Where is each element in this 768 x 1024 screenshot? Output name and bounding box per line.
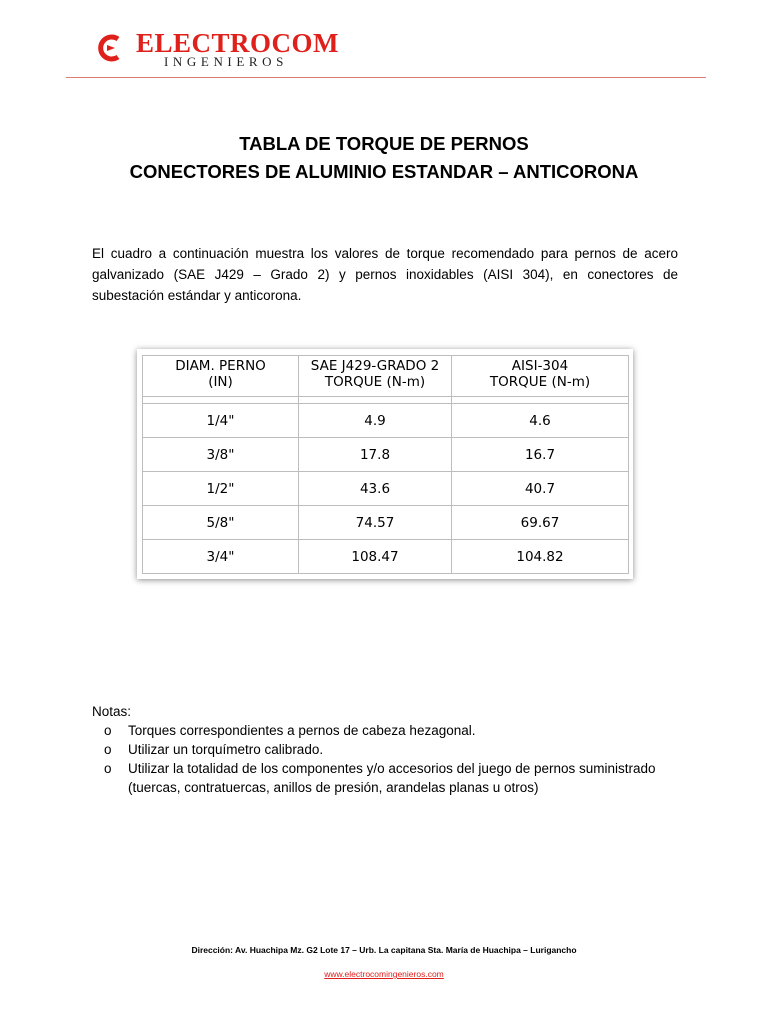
cell-diameter: 5/8"	[143, 506, 299, 540]
document-subtitle: CONECTORES DE ALUMINIO ESTANDAR – ANTICORONA	[129, 161, 639, 182]
bullet-icon: o	[104, 761, 112, 776]
cell-sae-torque: 17.8	[299, 438, 452, 472]
table-row	[143, 540, 629, 574]
cell-aisi-torque: 16.7	[452, 438, 629, 472]
cell-aisi-torque: 4.6	[452, 404, 629, 438]
list-item: o Utilizar un torquímetro calibrado.	[104, 742, 324, 757]
footer-address: Dirección: Av. Huachipa Mz. G2 Lote 17 – Urb. La capitana Sta. María de Huachipa – Lurigancho	[191, 945, 577, 955]
table-row	[143, 438, 629, 472]
notes-heading: Notas:	[92, 704, 132, 719]
header-divider	[66, 77, 706, 78]
notes-section	[92, 702, 688, 797]
cell-diameter: 3/8"	[143, 438, 299, 472]
table-row	[143, 506, 629, 540]
table-row	[143, 472, 629, 506]
company-logo	[96, 30, 339, 69]
cell-aisi-torque: 40.7	[452, 472, 629, 506]
cell-aisi-torque: 104.82	[452, 540, 629, 574]
cell-diameter: 1/2"	[143, 472, 299, 506]
cell-diameter: 1/4"	[143, 404, 299, 438]
list-item: o Torques correspondientes a pernos de cabeza hezagonal.	[104, 723, 476, 738]
notes-list	[92, 721, 688, 797]
header-aisi-304: AISI-304 TORQUE (N-m)	[452, 356, 629, 397]
footer-website-link[interactable]: www.electrocomingenieros.com	[324, 969, 444, 979]
cell-aisi-torque: 69.67	[452, 506, 629, 540]
cell-sae-torque: 108.47	[299, 540, 452, 574]
table-header-row	[143, 356, 629, 397]
intro-paragraph: El cuadro a continuación muestra los valores de torque recomendado para pernos de acero galvanizado (SAE J429 – Grado 2) y pernos inoxidables (AISI 304), en conectores de subestación estándar y anticorona.	[92, 245, 678, 303]
header-sae-j429: SAE J429-GRADO 2 TORQUE (N-m)	[299, 356, 452, 397]
torque-table	[142, 355, 629, 574]
cell-sae-torque: 4.9	[299, 404, 452, 438]
bullet-icon: o	[104, 723, 112, 738]
cell-sae-torque: 43.6	[299, 472, 452, 506]
electrocom-logo-icon	[96, 32, 128, 64]
torque-table-frame	[137, 349, 633, 579]
document-title: TABLA DE TORQUE DE PERNOS	[239, 133, 529, 154]
bullet-icon: o	[104, 742, 112, 757]
table-row	[143, 404, 629, 438]
header-spacer	[143, 397, 629, 404]
list-item: o Utilizar la totalidad de los componentes y/o accesorios del juego de pernos suministrado (tuercas, contratuercas, anillos de presión, arandelas planas u otros)	[104, 761, 656, 795]
cell-sae-torque: 74.57	[299, 506, 452, 540]
brand-name: ELECTROCOM	[136, 28, 340, 58]
header-diameter: DIAM. PERNO (IN)	[143, 356, 299, 397]
brand-subtitle: INGENIEROS	[164, 54, 288, 69]
cell-diameter: 3/4"	[143, 540, 299, 574]
